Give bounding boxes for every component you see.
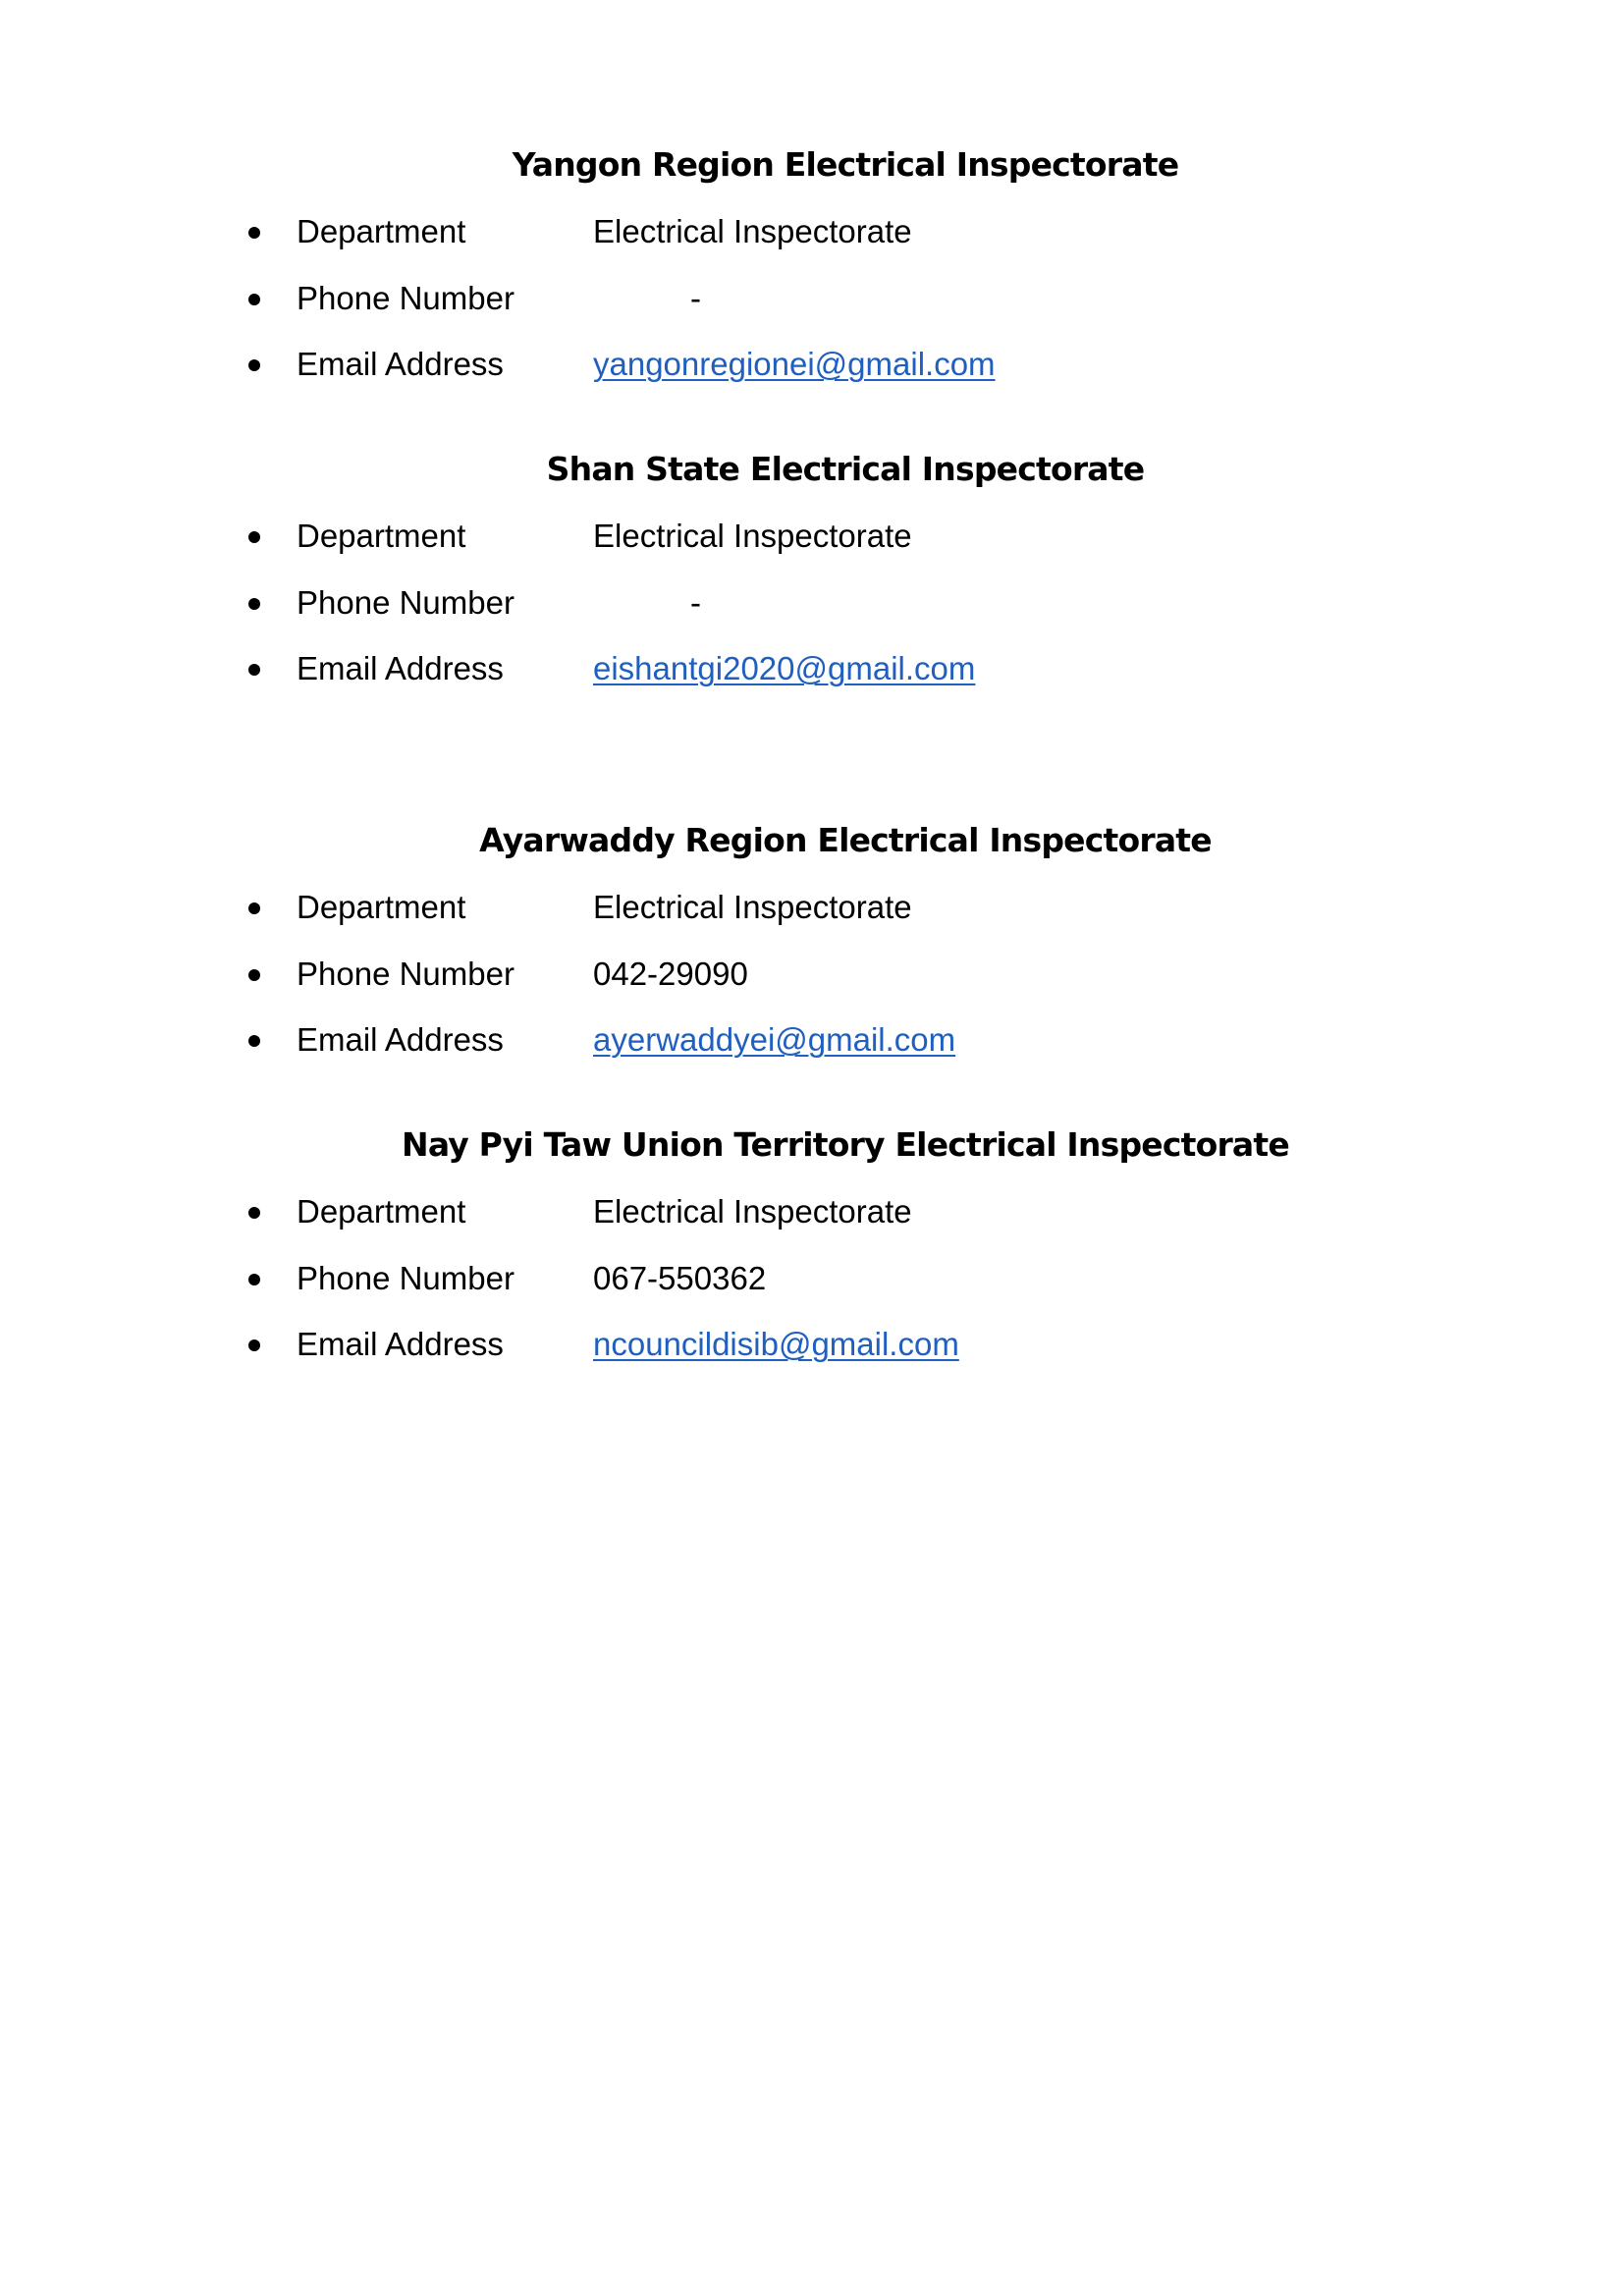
email-link[interactable]: ncouncildisib@gmail.com (593, 1326, 959, 1362)
department-label: Department (297, 889, 466, 925)
bullet-icon (248, 969, 260, 981)
bullet-icon (248, 227, 260, 239)
bullet-icon (248, 902, 260, 914)
bullet-icon (248, 598, 260, 610)
list-item-department (0, 515, 1624, 558)
department-label: Department (297, 518, 466, 554)
phone-value: 042-29090 (593, 956, 748, 992)
list-item-email (0, 1018, 1624, 1062)
list-item-phone (0, 277, 1624, 320)
bullet-icon (248, 1035, 260, 1047)
section-title: Shan State Electrical Inspectorate (546, 450, 1145, 488)
section-title: Ayarwaddy Region Electrical Inspectorate (479, 821, 1212, 859)
bullet-icon (248, 664, 260, 676)
department-label: Department (297, 1193, 466, 1230)
email-link[interactable]: ayerwaddyei@gmail.com (593, 1021, 956, 1058)
list-item-phone (0, 581, 1624, 625)
department-value: Electrical Inspectorate (593, 1193, 912, 1230)
phone-value: - (690, 280, 701, 316)
bullet-icon (248, 1207, 260, 1219)
phone-value: - (690, 584, 701, 621)
bullet-icon (248, 359, 260, 371)
email-link[interactable]: eishantgi2020@gmail.com (593, 650, 976, 686)
list-item-department (0, 210, 1624, 253)
bullet-icon (248, 1339, 260, 1351)
phone-label: Phone Number (297, 280, 514, 316)
list-item-phone (0, 1257, 1624, 1300)
phone-value: 067-550362 (593, 1260, 767, 1296)
phone-label: Phone Number (297, 956, 514, 992)
list-item-department (0, 886, 1624, 929)
list-item-email (0, 647, 1624, 690)
list-item-email (0, 343, 1624, 386)
email-link[interactable]: yangonregionei@gmail.com (593, 346, 996, 382)
phone-label: Phone Number (297, 1260, 514, 1296)
department-value: Electrical Inspectorate (593, 889, 912, 925)
email-label: Email Address (297, 1021, 504, 1058)
list-item-department (0, 1190, 1624, 1233)
bullet-icon (248, 1274, 260, 1285)
email-label: Email Address (297, 650, 504, 686)
department-value: Electrical Inspectorate (593, 518, 912, 554)
bullet-icon (248, 294, 260, 305)
department-label: Department (297, 213, 466, 249)
list-item-email (0, 1323, 1624, 1366)
email-label: Email Address (297, 1326, 504, 1362)
section-title: Nay Pyi Taw Union Territory Electrical Inspectorate (402, 1125, 1289, 1164)
email-label: Email Address (297, 346, 504, 382)
bullet-icon (248, 531, 260, 543)
section-title: Yangon Region Electrical Inspectorate (512, 145, 1179, 184)
list-item-phone (0, 953, 1624, 996)
phone-label: Phone Number (297, 584, 514, 621)
department-value: Electrical Inspectorate (593, 213, 912, 249)
